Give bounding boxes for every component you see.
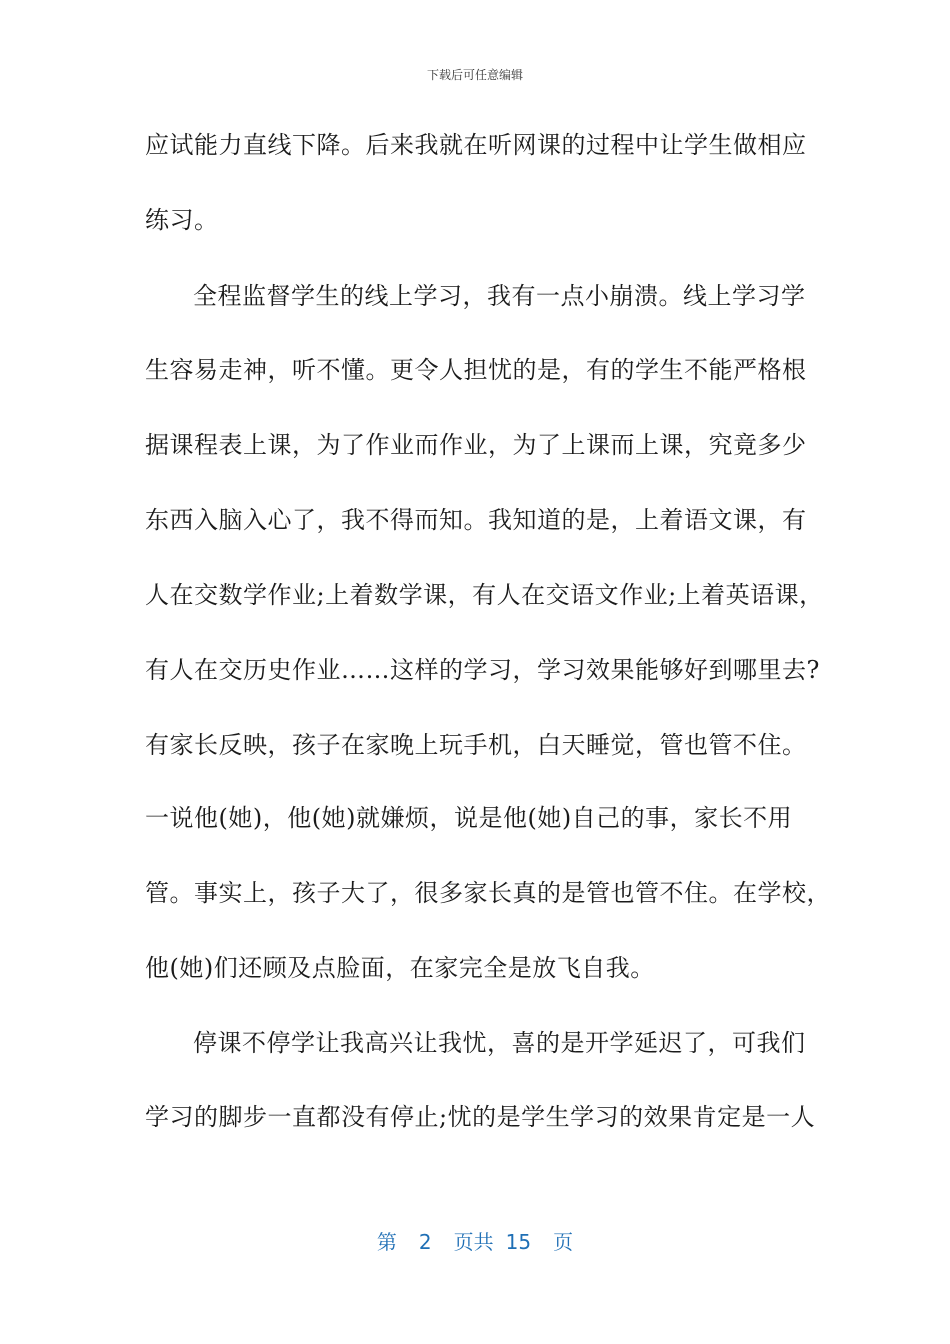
text-line-12: 他(她)们还顾及点脸面，在家完全是放飞自我。 [145, 954, 655, 982]
text-line-4: 生容易走神，听不懂。更令人担忧的是，有的学生不能严格根 [145, 356, 807, 384]
page-header: 下载后可任意编辑 [426, 68, 523, 82]
text-line-7: 人在交数学作业;上着数学课，有人在交语文作业;上着英语课， [145, 581, 824, 609]
text-line-13: 停课不停学让我高兴让我忧，喜的是开学延迟了，可我们 [193, 1029, 806, 1057]
text-line-6: 东西入脑入心了，我不得而知。我知道的是，上着语文课，有 [145, 506, 807, 534]
page-footer [0, 1226, 950, 1255]
text-line-14: 学习的脚步一直都没有停止;忧的是学生学习的效果肯定是一人 [145, 1103, 816, 1131]
footer-total-pages: 15 [505, 1230, 532, 1254]
text-line-2: 练习。 [145, 206, 219, 234]
footer-prefix: 第 [376, 1230, 397, 1254]
text-line-10: 一说他(她)，他(她)就嫌烦，说是他(她)自己的事，家长不用 [145, 804, 793, 832]
text-line-11: 管。事实上，孩子大了，很多家长真的是管也管不住。在学校， [145, 879, 831, 907]
footer-middle: 页共 [453, 1230, 494, 1254]
text-line-1: 应试能力直线下降。后来我就在听网课的过程中让学生做相应 [145, 131, 807, 159]
text-line-5: 据课程表上课，为了作业而作业，为了上课而上课，究竟多少 [145, 431, 807, 459]
footer-suffix: 页 [553, 1230, 574, 1254]
footer-page-number: 2 [418, 1230, 432, 1254]
text-line-3: 全程监督学生的线上学习，我有一点小崩溃。线上学习学 [193, 282, 806, 310]
text-line-8: 有人在交历史作业……这样的学习，学习效果能够好到哪里去? [145, 656, 820, 684]
text-line-9: 有家长反映，孩子在家晚上玩手机，白天睡觉，管也管不住。 [145, 731, 807, 759]
